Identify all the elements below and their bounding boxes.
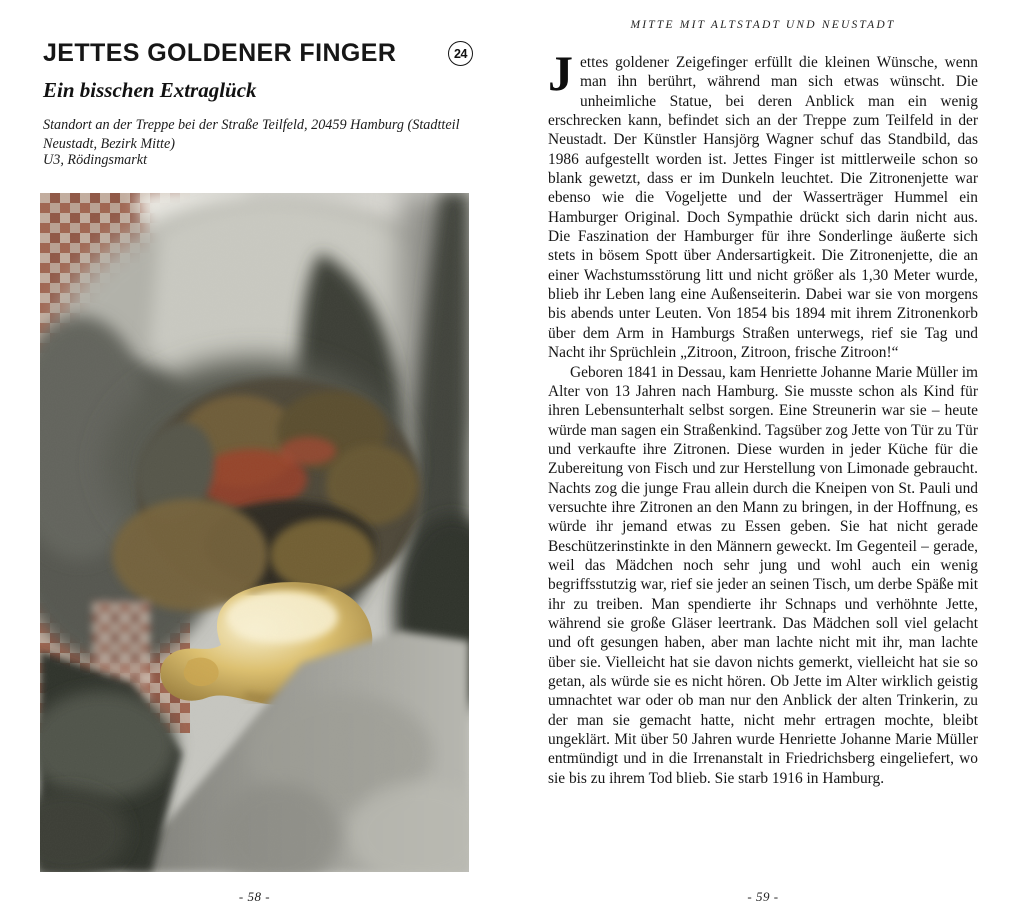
location-text: Standort an der Treppe bei der Straße Teilfeld, 20459 Hamburg (Stadtteil Neustadt, Bezirk Mitte) <box>43 117 460 152</box>
running-header: MITTE MIT ALTSTADT UND NEUSTADT <box>630 19 896 31</box>
article-title: JETTES GOLDENER FINGER <box>43 39 397 67</box>
transit-line: U3, Rödingsmarkt <box>43 152 148 168</box>
statue-photo-illustration <box>40 193 469 872</box>
paragraph-2: Geboren 1841 in Dessau, kam Henriette Johanne Marie Müller im Alter von 13 Jahren nach Hamburg. Sie musste schon als Kind für ihren Lebensunterhalt selbst sorgen. Eine Streunerin war sie – heute würde man sagen ein Straßenkind. Tagsüber zog Jette von Tür zu Tür und verkaufte ihre Zitronen. Diese wurden in jeder Küche für die Zubereitung von Fisch und zur Herstellung von Limonade gebraucht. Nachts zog die junge Frau allein durch die Kneipen von St. Pauli und versuchte ihre Zitronen an den Mann zu bringen, in der Hoffnung, es würde ihr jemand etwas zu Essen geben. Sie hat nicht gerade Beschützerinstinkte in den Männern geweckt. Im Gegenteil – gerade, weil das Mädchen noch sehr jung und wohl auch ein wenig begriffsstutzig war, rief sie jeder an seinen Tisch, um derbe Späße mit ihr zu treiben. Man spendierte ihr Schnaps und verhöhnte Jette, während sie große Gläser leertrank. Das Mädchen soll viel gelacht und oft gesungen haben, aber man lachte nicht mit ihr, man lachte über sie. Vielleicht hat sie davon nichts gemerkt, vielleicht hat sie so getan, als würde sie es nicht hören. Ob Jette im Alter wirklich geistig umnachtet war oder ob man nur den Anblick der alten Trinkerin, zu der man sie gemacht hatte, nicht mehr ertragen mochte, bleibt ungeklärt. Mit über 50 Jahren wurde Henriette Johanne Marie Müller entmündigt und in die Irrenanstalt in Friedrichsberg eingeliefert, wo sie bis zu ihrem Tod blieb. Sie starb 1916 in Hamburg. <box>548 363 978 787</box>
drop-cap: J <box>548 45 573 101</box>
article-subtitle: Ein bisschen Extraglück <box>43 78 257 102</box>
page-number-right: - 59 - <box>747 889 779 904</box>
photo-grain-overlay <box>40 193 469 872</box>
title-row <box>43 40 473 66</box>
page-number-left: - 58 - <box>238 889 271 904</box>
body-text <box>548 45 978 788</box>
paragraph-1 <box>548 45 978 363</box>
statue-photo <box>40 193 469 872</box>
poi-number-badge: 24 <box>448 41 473 66</box>
right-page <box>510 0 1020 923</box>
paragraph-1-text: ettes goldener Zeigefinger erfüllt die kleinen Wünsche, wenn man ihn berührt, während man sich etwas wünscht. Die unheimliche Statue, bei deren Anblick man ein wenig erschrecken kann, befindet sich an der Treppe zum Teilfeld in der Neustadt. Der Künstler Hansjörg Wagner schuf das Standbild, das 1986 aufgestellt worden ist. Jettes Finger ist mittlerweile schon so blank gewetzt, dass er im Dunkeln leuchtet. Die Zitronenjette war ebenso wie die Vogeljette und der Wasserträger Hummel ein Hamburger Original. Doch Sympathie drückt sich darin nicht aus. Die Faszination der Hamburger für ihre Sonderlinge äußerte sich stets in bösem Spott über Andersartigkeit. Die Zitronenjette, die an einer Wachstumsstörung litt und nicht größer als 1,30 Meter wurde, blieb ihr Leben lang eine Außenseiterin. Dabei war sie von morgens bis abends unter Leuten. Von 1854 bis 1894 mit ihrem Zitronenkorb über dem Arm in Hamburgs Straßen unterwegs, rief sie Tag und Nacht ihr Sprüchlein „Zitroon, Zitroon, frische Zitroon!“ <box>548 54 978 362</box>
